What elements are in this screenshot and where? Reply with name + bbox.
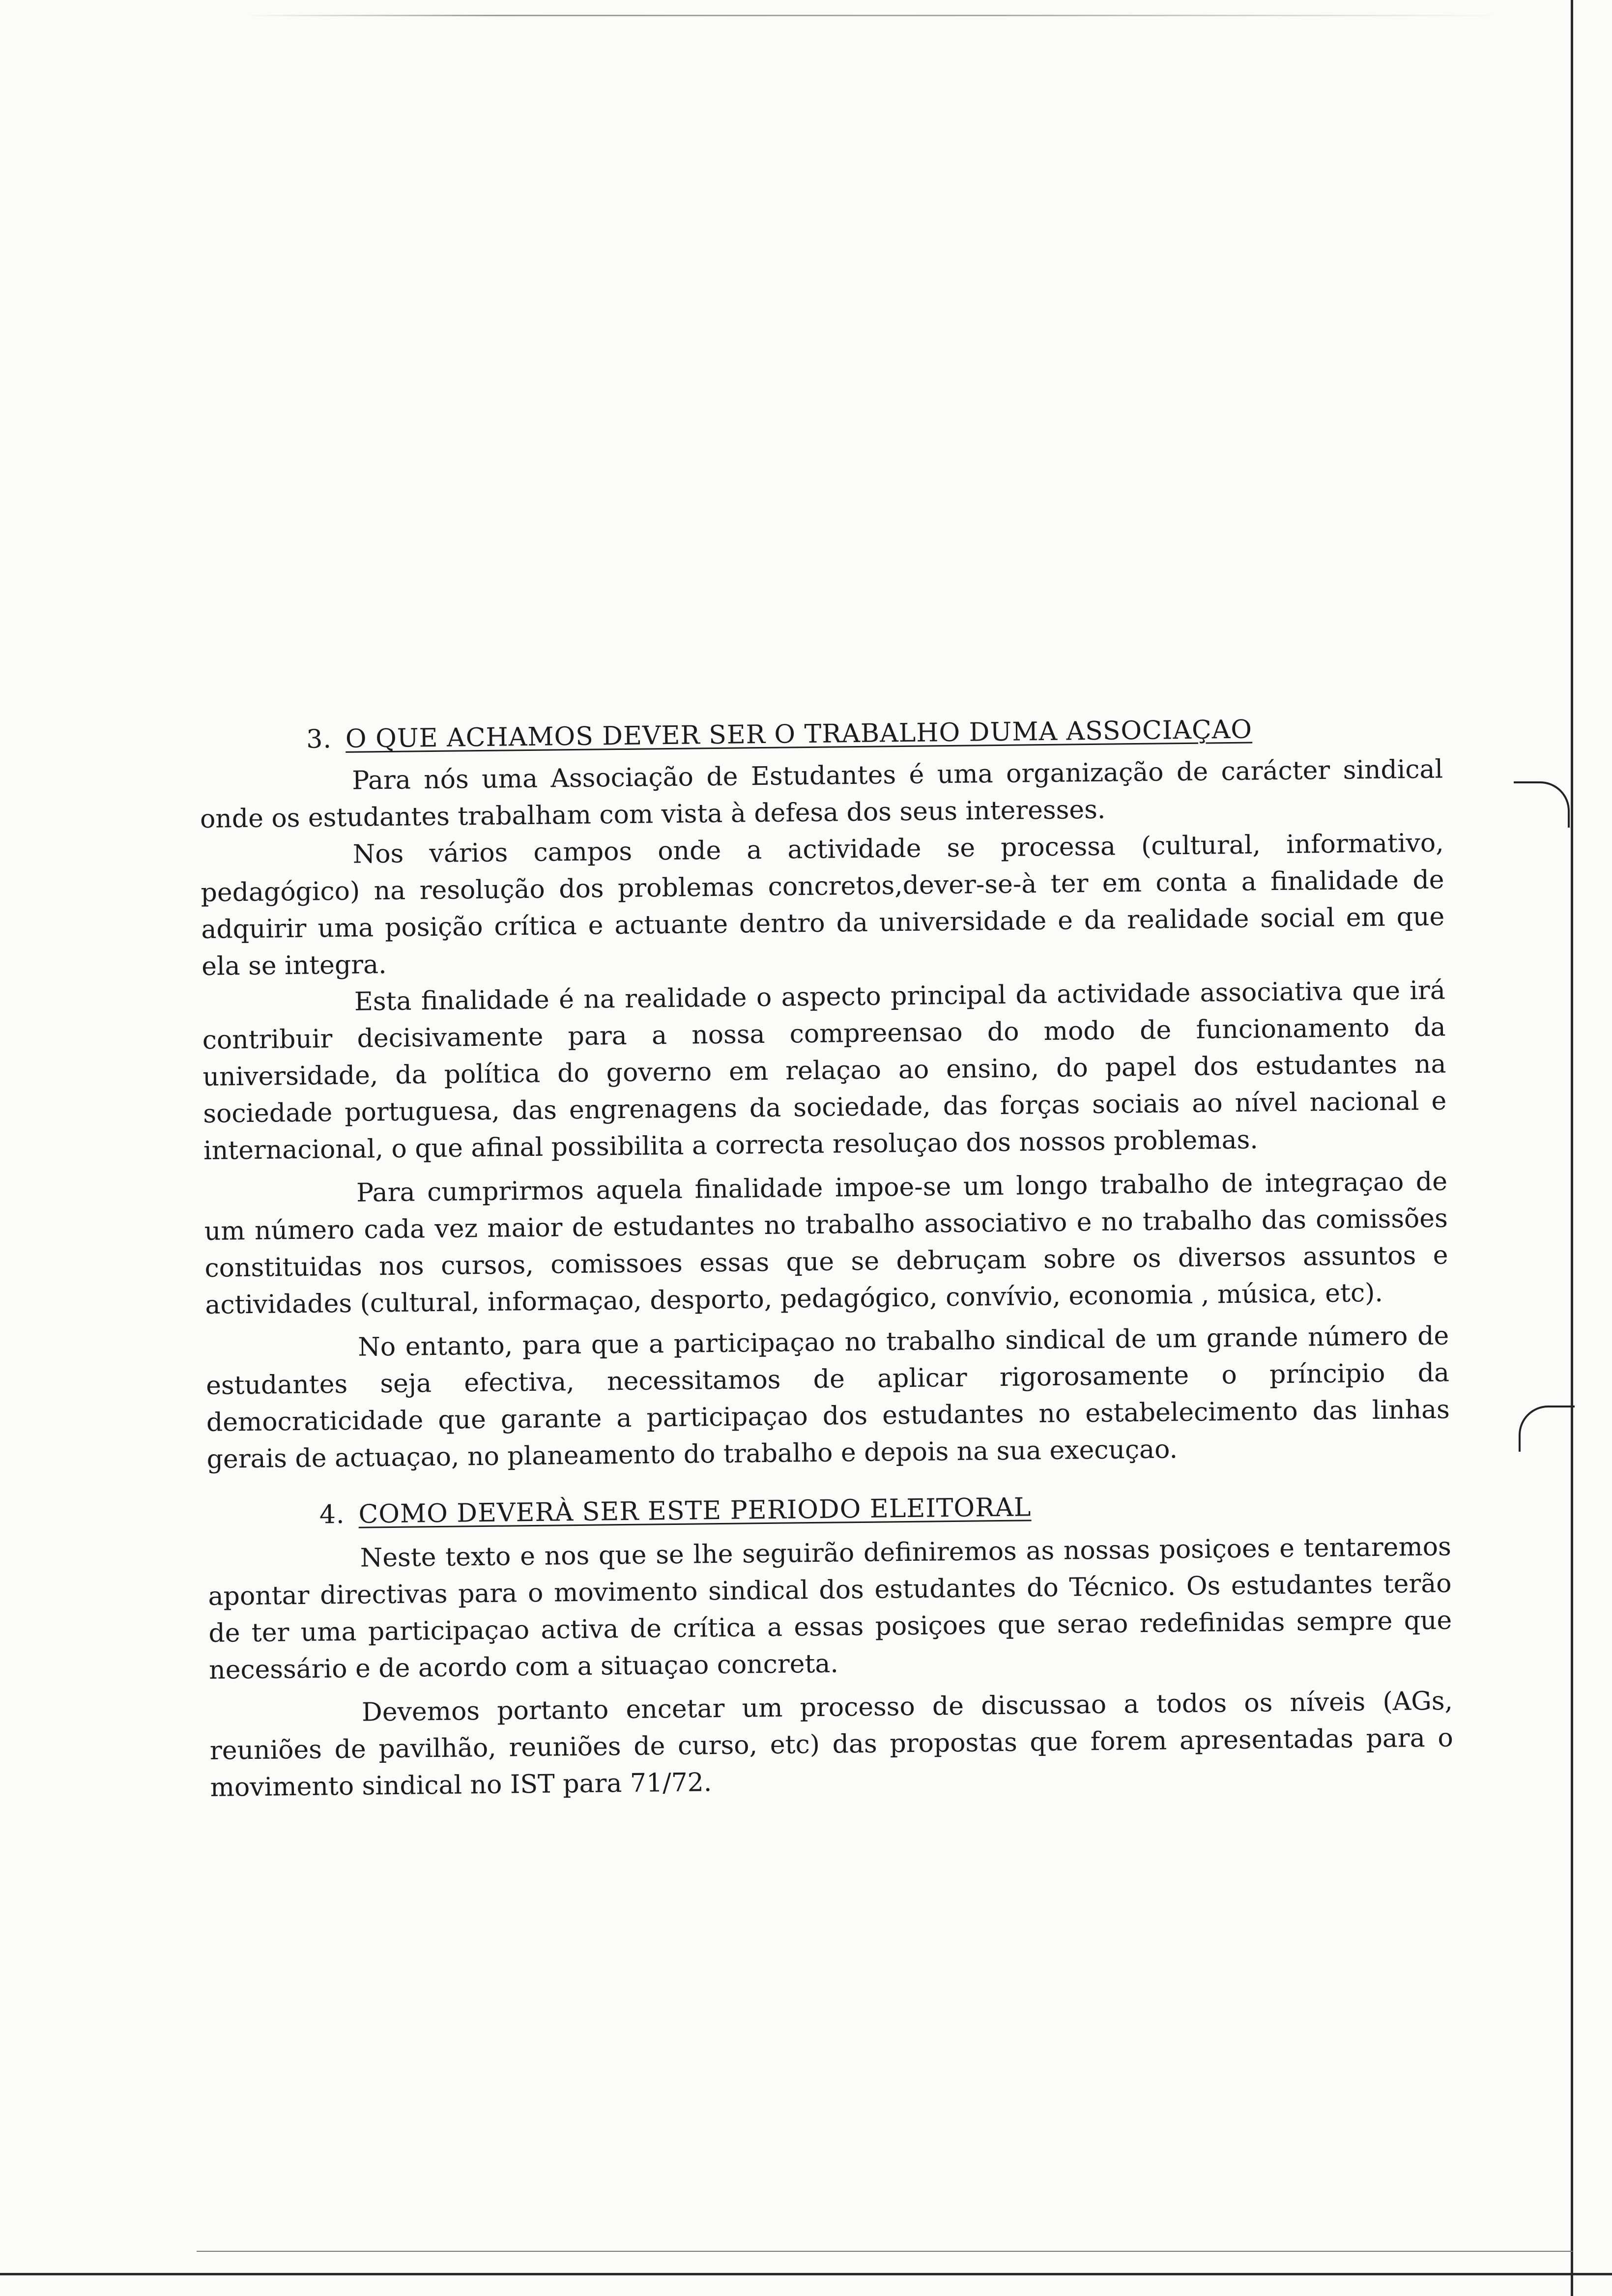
section-3-paragraph: Nos vários campos onde a actividade se processa (cultural, informativo, pedagógico) na resolução dos problemas concretos,dever-se-à ter em conta a finalidade de adquirir uma posição crítica e actuante dentro da universidade e da realidade social em que ela se integra. (201, 828, 1445, 981)
section-4-paragraph: Devemos portanto encetar um processo de discussao a todos os níveis (AGs, reuniões de pavilhão, reuniões de curso, etc) das propostas que forem apresentadas para o movimento sindical no IST para 71/72. (209, 1686, 1454, 1803)
section-3-paragraph: Esta finalidade é na realidade o aspecto principal da actividade associativa que irá contribuir decisivamente para a nossa compreensao do modo de funcionamento da universidade, da política do governo em relaçao ao ensino, do papel dos estudantes na sociedade portuguesa, das engrenagens da sociedade, das forças sociais ao nível nacional e internacional, o que afinal possibilita a correcta resoluçao dos nossos problemas. (202, 976, 1447, 1166)
section-3-number: 3. (306, 724, 332, 754)
document-body (199, 710, 1454, 1807)
section-4-title: COMO DEVERÀ SER ESTE PERIODO ELEITORAL (358, 1492, 1032, 1529)
scan-right-edge (1571, 0, 1573, 2296)
section-4-number: 4. (319, 1499, 345, 1530)
section-4-paragraph: Neste texto e nos que se lhe seguirão definiremos as nossas posiçoes e tentaremos apontar directivas para o movimento sindical dos estudantes do Técnico. Os estudantes terão de ter uma participaçao activa de crítica a essas posiçoes que serao redefinidas sempre que necessário e de acordo com a situaçao concreta. (208, 1532, 1452, 1685)
section-3-paragraph: No entanto, para que a participaçao no trabalho sindical de um grande número de estudantes seja efectiva, necessitamos de aplicar rigorosamente o príncipio da democraticidade que garante a participaçao dos estudantes no estabelecimento das linhas gerais de actuaçao, no planeamento do trabalho e depois na sua execuçao. (205, 1321, 1450, 1474)
scan-top-rule (246, 15, 1504, 16)
section-3-heading (199, 710, 1443, 759)
section-3-title: O QUE ACHAMOS DEVER SER O TRABALHO DUMA ASSOCIAÇAO (345, 715, 1253, 754)
section-3-paragraph: Para cumprirmos aquela finalidade impoe-se um longo trabalho de integraçao de um número cada vez maior de estudantes no trabalho associativo e no trabalho das comissões constituidas nos cursos, comissoes essas que se debruçam sobre os diversos assuntos e actividades (cultural, informaçao, desporto, pedagógico, convívio, economia , música, etc). (204, 1167, 1448, 1320)
scan-bottom-rule (0, 2273, 1612, 2275)
section-4-heading (207, 1485, 1451, 1534)
binding-mark-lower (1519, 1406, 1575, 1452)
section-3-paragraph: Para nós uma Associação de Estudantes é uma organização de carácter sindical onde os estudantes trabalham com vista à defesa dos seus interesses. (200, 754, 1443, 834)
binding-mark-upper (1514, 781, 1570, 828)
scan-bottom-faint-rule (197, 2251, 1573, 2252)
